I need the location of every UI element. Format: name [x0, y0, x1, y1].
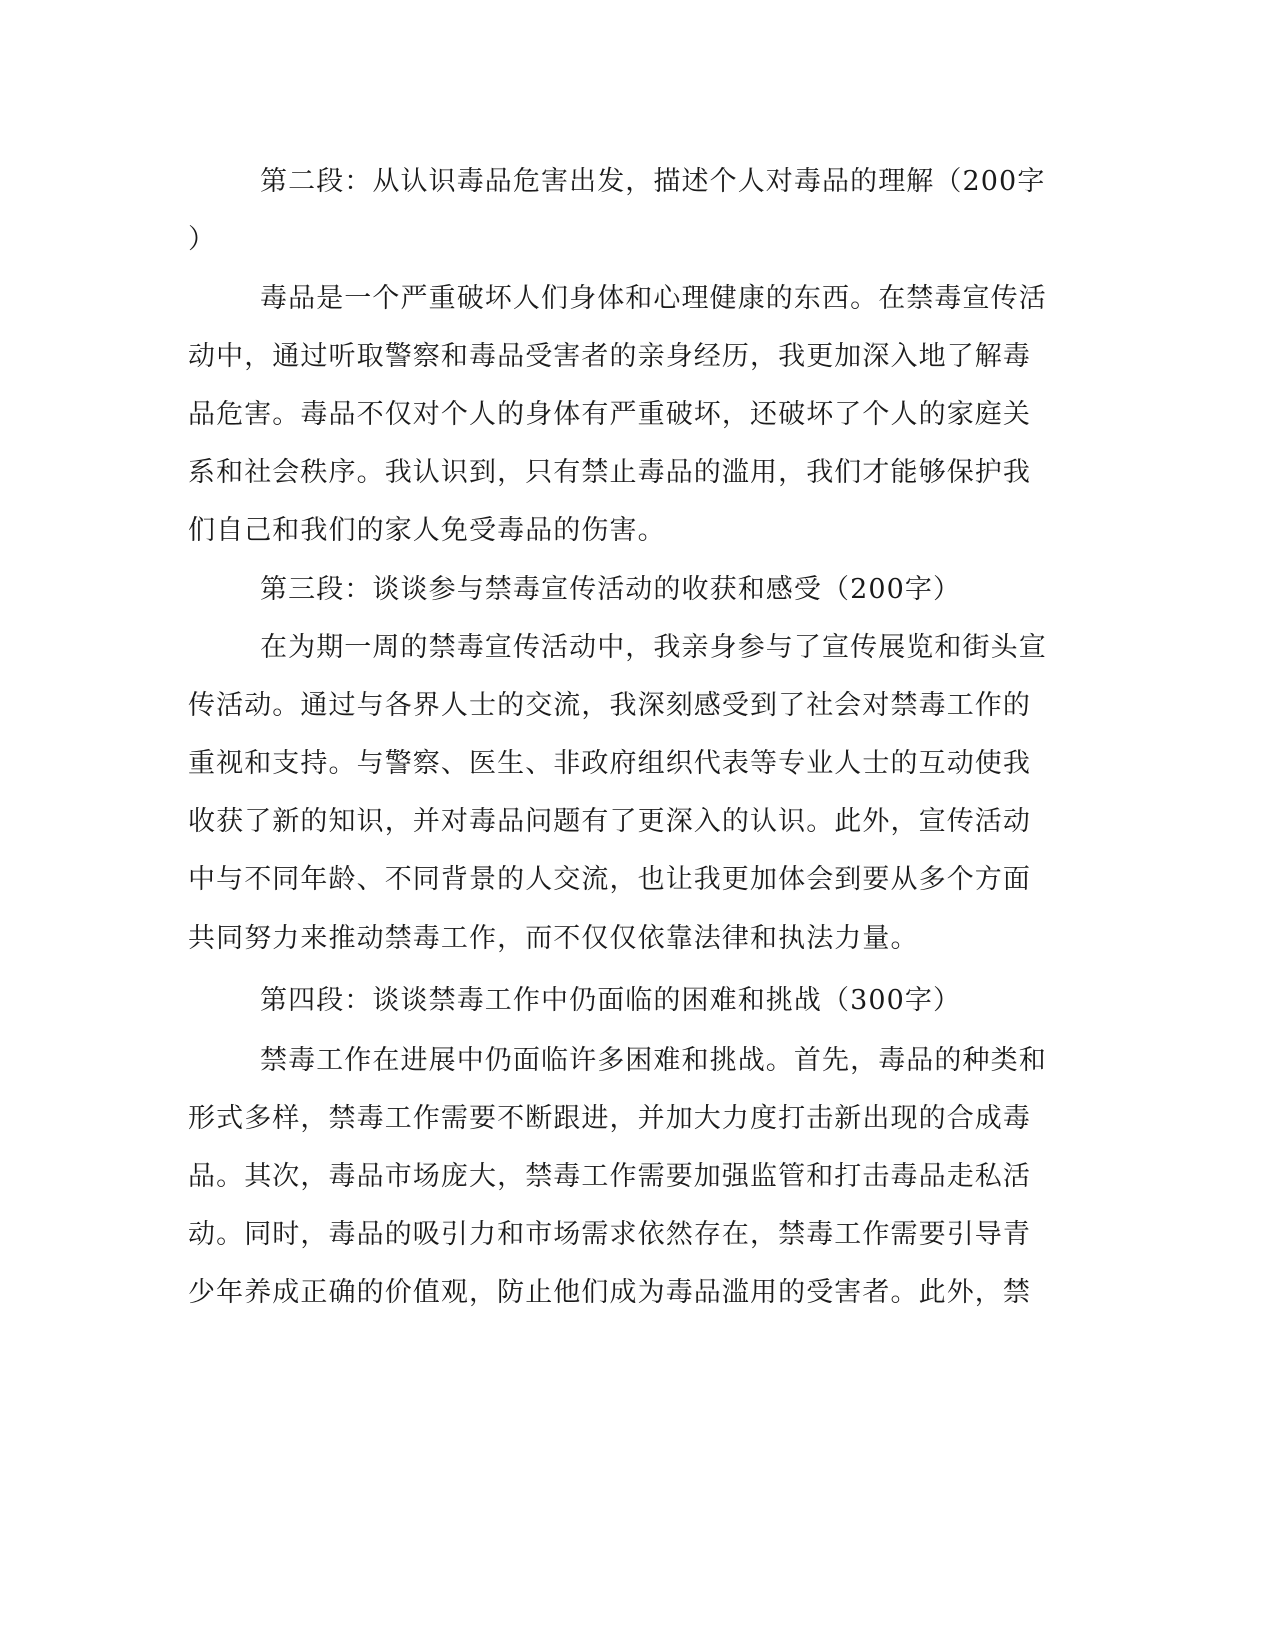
paragraph-line: 形式多样，禁毒工作需要不断跟进，并加大力度打击新出现的合成毒: [188, 1103, 1031, 1134]
paragraph-line: 们自己和我们的家人免受毒品的伤害。: [188, 515, 666, 546]
paragraph-line: 共同努力来推动禁毒工作，而不仅仅依靠法律和执法力量。: [188, 923, 919, 954]
paragraph-line: 动。同时，毒品的吸引力和市场需求依然存在，禁毒工作需要引导青: [188, 1219, 1031, 1250]
section-heading-2: 第二段：从认识毒品危害出发，描述个人对毒品的理解（200字: [260, 166, 1046, 197]
paragraph-line: 在为期一周的禁毒宣传活动中，我亲身参与了宣传展览和街头宣: [260, 632, 1047, 663]
paragraph-line: 传活动。通过与各界人士的交流，我深刻感受到了社会对禁毒工作的: [188, 690, 1031, 721]
paragraph-line: 禁毒工作在进展中仍面临许多困难和挑战。首先，毒品的种类和: [260, 1045, 1047, 1076]
section-heading-4: 第四段：谈谈禁毒工作中仍面临的困难和挑战（300字）: [260, 985, 962, 1016]
paragraph-line: 重视和支持。与警察、医生、非政府组织代表等专业人士的互动使我: [188, 748, 1031, 779]
paragraph-line: 系和社会秩序。我认识到，只有禁止毒品的滥用，我们才能够保护我: [188, 457, 1031, 488]
paragraph-line: 少年养成正确的价值观，防止他们成为毒品滥用的受害者。此外，禁: [188, 1277, 1031, 1308]
paragraph-line: 品危害。毒品不仅对个人的身体有严重破坏，还破坏了个人的家庭关: [188, 399, 1031, 430]
paragraph-line: 品。其次，毒品市场庞大，禁毒工作需要加强监管和打击毒品走私活: [188, 1161, 1031, 1192]
section-heading-2-continued: ）: [188, 224, 217, 255]
paragraph-line: 收获了新的知识，并对毒品问题有了更深入的认识。此外，宣传活动: [188, 806, 1031, 837]
paragraph-line: 动中，通过听取警察和毒品受害者的亲身经历，我更加深入地了解毒: [188, 341, 1031, 372]
paragraph-line: 毒品是一个严重破坏人们身体和心理健康的东西。在禁毒宣传活: [260, 283, 1047, 314]
section-heading-3: 第三段：谈谈参与禁毒宣传活动的收获和感受（200字）: [260, 574, 962, 605]
paragraph-line: 中与不同年龄、不同背景的人交流，也让我更加体会到要从多个方面: [188, 864, 1031, 895]
